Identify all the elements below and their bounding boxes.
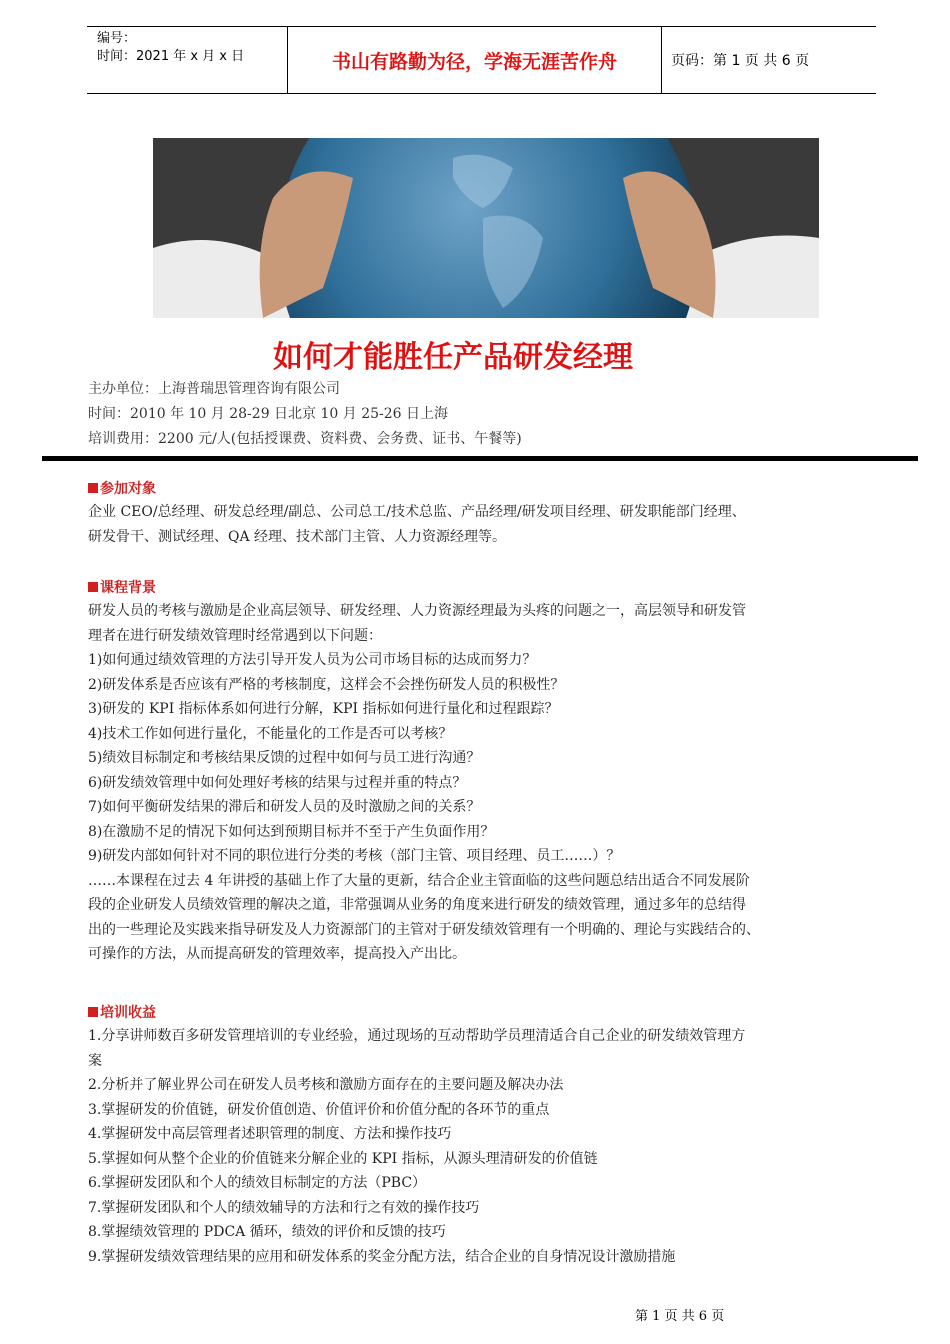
square-bullet-icon xyxy=(88,582,98,592)
header-meta xyxy=(87,27,287,93)
list-item: 3)研发的 KPI 指标体系如何进行分解，KPI 指标如何进行量化和过程跟踪？ xyxy=(88,701,559,717)
text-line: 理者在进行研发绩效管理时经常遇到以下问题： xyxy=(88,627,382,644)
section-heading-text: 参加对象 xyxy=(100,481,156,497)
section-heading-text: 培训收益 xyxy=(100,1005,156,1021)
list-item: 3.掌握研发的价值链，研发价值创造、价值评价和价值分配的各环节的重点 xyxy=(88,1101,550,1118)
section-heading-background xyxy=(88,577,156,597)
number-label: 编号： xyxy=(97,31,137,46)
list-item: 8.掌握绩效管理的 PDCA 循环，绩效的评价和反馈的技巧 xyxy=(88,1224,446,1240)
list-item: 5)绩效目标制定和考核结果反馈的过程中如何与员工进行沟通？ xyxy=(88,750,481,766)
text-line: 研发骨干、测试经理、QA 经理、技术部门主管、人力资源经理等。 xyxy=(88,528,507,545)
text-line: 研发人员的考核与激励是企业高层领导、研发经理、人力资源经理最为头疼的问题之一，高层领导和研发管 xyxy=(88,603,746,619)
list-item: 7)如何平衡研发结果的滞后和研发人员的及时激励之间的关系？ xyxy=(88,799,481,815)
organizer-line: 主办单位：上海普瑞思管理咨询有限公司 xyxy=(88,381,340,397)
list-item: 6.掌握研发团队和个人的绩效目标制定的方法（PBC） xyxy=(88,1175,427,1191)
text-line: 案 xyxy=(88,1052,102,1069)
list-item: 2)研发体系是否应该有严格的考核制度，这样会不会挫伤研发人员的积极性？ xyxy=(88,676,565,693)
list-item: 4.掌握研发中高层管理者述职管理的制度、方法和操作技巧 xyxy=(88,1126,452,1142)
square-bullet-icon xyxy=(88,1007,98,1017)
audience-paragraph xyxy=(88,500,878,549)
motto: 书山有路勤为径，学海无涯苦作舟 xyxy=(287,27,662,93)
list-item: 6)研发绩效管理中如何处理好考核的结果与过程并重的特点？ xyxy=(88,774,467,791)
page-title: 如何才能胜任产品研发经理 xyxy=(273,340,633,375)
list-item: 9)研发内部如何针对不同的职位进行分类的考核（部门主管、项目经理、员工……）？ xyxy=(88,848,621,864)
benefits-paragraph xyxy=(88,1024,878,1269)
page-header xyxy=(87,26,876,94)
page-footer: 第 1 页 共 6 页 xyxy=(635,1309,725,1324)
background-paragraph xyxy=(88,599,878,967)
square-bullet-icon xyxy=(88,483,98,493)
list-item: 2.分析并了解业界公司在研发人员考核和激励方面存在的主要问题及解决办法 xyxy=(88,1077,564,1093)
time-label: 时间：2021 年 x 月 x 日 xyxy=(97,49,245,64)
globe-illustration xyxy=(153,138,819,318)
text-line: 可操作的方法，从而提高研发的管理效率，提高投入产出比。 xyxy=(88,946,466,962)
section-heading-text: 课程背景 xyxy=(100,580,156,596)
page-indicator: 页码：第 1 页 共 6 页 xyxy=(671,53,810,69)
text-line: ……本课程在过去 4 年讲授的基础上作了大量的更新，结合企业主管面临的这些问题总结出适合不同发展阶 xyxy=(88,872,750,889)
time-line: 时间：2010 年 10 月 28-29 日北京 10 月 25-26 日上海 xyxy=(88,406,449,422)
globe-hands-banner-image xyxy=(153,138,819,318)
divider-rule xyxy=(42,456,918,461)
list-item: 4)技术工作如何进行量化，不能量化的工作是否可以考核？ xyxy=(88,725,453,742)
list-item: 8)在激励不足的情况下如何达到预期目标并不至于产生负面作用？ xyxy=(88,823,495,840)
list-item: 7.掌握研发团队和个人的绩效辅导的方法和行之有效的操作技巧 xyxy=(88,1199,480,1216)
text-line: 企业 CEO/总经理、研发总经理/副总、公司总工/技术总监、产品经理/研发项目经理、研发职能部门经理、 xyxy=(88,504,746,520)
section-heading-audience xyxy=(88,478,156,498)
section-heading-benefits xyxy=(88,1002,156,1022)
list-item: 9.掌握研发绩效管理结果的应用和研发体系的奖金分配方法，结合企业的自身情况设计激励措施 xyxy=(88,1248,676,1265)
list-item: 5.掌握如何从整个企业的价值链来分解企业的 KPI 指标，从源头理清研发的价值链 xyxy=(88,1150,598,1167)
text-line: 出的一些理论及实践来指导研发及人力资源部门的主管对于研发绩效管理有一个明确的、理论与实践结合的、 xyxy=(88,921,760,938)
list-item: 1)如何通过绩效管理的方法引导开发人员为公司市场目标的达成而努力？ xyxy=(88,652,537,668)
list-item: 1.分享讲师数百多研发管理培训的专业经验，通过现场的互动帮助学员理清适合自己企业的研发绩效管理方 xyxy=(88,1028,746,1044)
text-line: 段的企业研发人员绩效管理的解决之道，非常强调从业务的角度来进行研发的绩效管理，通过多年的总结得 xyxy=(88,897,746,913)
fee-line: 培训费用：2200 元/人(包括授课费、资料费、会务费、证书、午餐等) xyxy=(88,431,522,447)
